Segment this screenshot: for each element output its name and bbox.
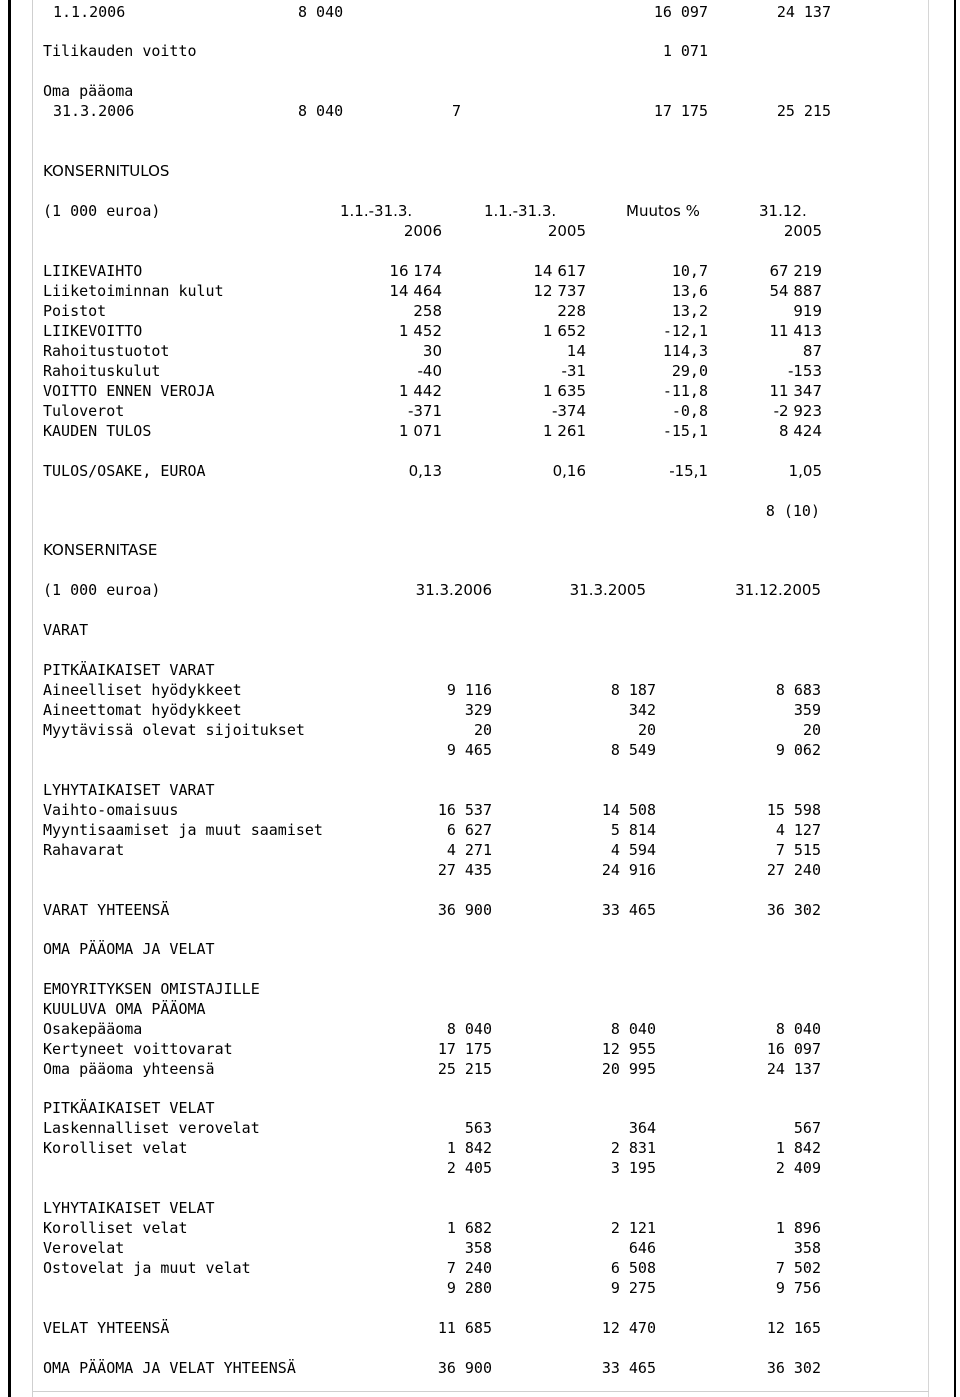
subtotal-value: 24 916 [601, 861, 656, 879]
eps-value-4: 1,05 [788, 462, 822, 480]
income-row-value: 30 [422, 342, 442, 360]
equity-opening-share-capital: 8 040 [298, 3, 344, 21]
income-row-value: -31 [561, 362, 586, 380]
income-title: KONSERNITULOS [43, 162, 170, 180]
balance-row-value: 329 [464, 701, 492, 719]
balance-row-value: 8 683 [775, 681, 821, 699]
balance-row-label: Verovelat [43, 1239, 125, 1257]
balance-row-value: 4 594 [610, 841, 656, 859]
balance-row-value: 20 [802, 721, 821, 739]
balance-row-value: 15 598 [766, 801, 821, 819]
balance-row-value: 567 [793, 1119, 821, 1137]
balance-row-value: 2 121 [610, 1219, 656, 1237]
grand-total-value: 33 465 [601, 1359, 656, 1377]
balance-row-value: 358 [464, 1239, 492, 1257]
eps-label: TULOS/OSAKE, EUROA [43, 462, 206, 480]
balance-row-value: 364 [628, 1119, 656, 1137]
balance-row-value: 16 097 [766, 1040, 821, 1058]
balance-row-label: Vaihto-omaisuus [43, 801, 179, 819]
income-row-value: 1 635 [543, 382, 586, 400]
balance-row-value: 1 842 [446, 1139, 492, 1157]
equity-opening-retained: 16 097 [653, 3, 708, 21]
balance-row-value: 20 995 [601, 1060, 656, 1078]
assets-total-value: 33 465 [601, 901, 656, 919]
balance-row-value: 8 040 [775, 1020, 821, 1038]
equity-label: Oma pääoma [43, 82, 134, 100]
eps-value-3: -15,1 [669, 462, 708, 480]
income-col3-header: Muutos % [626, 202, 700, 220]
balance-row-label: Aineettomat hyödykkeet [43, 701, 242, 719]
income-row-value: -2 923 [773, 402, 822, 420]
income-row-value: 12 737 [533, 282, 586, 300]
balance-row-value: 8 187 [610, 681, 656, 699]
income-row-label: LIIKEVAIHTO [43, 262, 143, 280]
income-row-value: 10,7 [671, 262, 708, 280]
subtotal-value: 8 549 [610, 741, 656, 759]
page-border-right [954, 0, 956, 1397]
subtotal-value: 9 756 [775, 1279, 821, 1297]
income-row-value: 258 [413, 302, 442, 320]
income-row-value: -15,1 [662, 422, 708, 440]
subtotal-value: 9 062 [775, 741, 821, 759]
section-title: LYHYTAIKAISET VARAT [43, 781, 215, 799]
income-row-value: 919 [793, 302, 822, 320]
balance-row-label: Aineelliset hyödykkeet [43, 681, 242, 699]
balance-row-value: 1 896 [775, 1219, 821, 1237]
equity-opening-label: 1.1.2006 [53, 3, 126, 21]
equity-profit-label: Tilikauden voitto [43, 42, 197, 60]
income-row-label: Rahoitustuotot [43, 342, 170, 360]
income-col4-year: 2005 [783, 222, 822, 240]
balance-row-value: 17 175 [437, 1040, 492, 1058]
section-title: PITKÄAIKAISET VELAT [43, 1099, 215, 1117]
income-row-value: 16 174 [389, 262, 442, 280]
balance-row-value: 1 682 [446, 1219, 492, 1237]
balance-row-label: Myytävissä olevat sijoitukset [43, 721, 305, 739]
page-border-bottom [32, 1391, 929, 1392]
income-row-label: Liiketoiminnan kulut [43, 282, 224, 300]
equity-closing-total: 25 215 [776, 102, 831, 120]
balance-row-value: 6 508 [610, 1259, 656, 1277]
assets-total-value: 36 302 [766, 901, 821, 919]
income-row-value: 54 887 [769, 282, 822, 300]
balance-title: KONSERNITASE [43, 541, 158, 559]
income-row-label: LIIKEVOITTO [43, 322, 143, 340]
balance-row-value: 25 215 [437, 1060, 492, 1078]
balance-row-label: Myyntisaamiset ja muut saamiset [43, 821, 323, 839]
assets-total-value: 36 900 [437, 901, 492, 919]
equity-closing-label: 31.3.2006 [53, 102, 135, 120]
equity-closing-other: 7 [452, 102, 462, 120]
balance-row-value: 2 831 [610, 1139, 656, 1157]
income-row-label: Tuloverot [43, 402, 125, 420]
income-row-value: -11,8 [662, 382, 708, 400]
liabilities-total-value: 12 470 [601, 1319, 656, 1337]
page-border-left-inner [32, 0, 33, 1397]
income-row-value: 13,6 [671, 282, 708, 300]
equity-title-line1: EMOYRITYKSEN OMISTAJILLE [43, 980, 260, 998]
balance-col3-header: 31.12.2005 [735, 581, 821, 599]
balance-row-value: 24 137 [766, 1060, 821, 1078]
balance-row-label: Kertyneet voittovarat [43, 1040, 233, 1058]
income-row-value: 1 652 [543, 322, 586, 340]
balance-col1-header: 31.3.2006 [415, 581, 492, 599]
income-row-value: 87 [802, 342, 822, 360]
subtotal-value: 2 405 [446, 1159, 492, 1177]
page-border-left [8, 0, 11, 1397]
balance-row-value: 9 116 [446, 681, 492, 699]
income-row-value: -0,8 [671, 402, 708, 420]
balance-row-value: 20 [637, 721, 656, 739]
assets-total-label: VARAT YHTEENSÄ [43, 901, 170, 919]
page-number: 8 (10) [765, 502, 820, 520]
balance-row-value: 4 271 [446, 841, 492, 859]
balance-col2-header: 31.3.2005 [569, 581, 646, 599]
page-border-right-inner [928, 0, 929, 1397]
income-row-label: Rahoituskulut [43, 362, 161, 380]
subtotal-value: 27 435 [437, 861, 492, 879]
income-row-value: 13,2 [671, 302, 708, 320]
subtotal-value: 9 465 [446, 741, 492, 759]
subtotal-value: 27 240 [766, 861, 821, 879]
balance-row-value: 6 627 [446, 821, 492, 839]
balance-row-value: 5 814 [610, 821, 656, 839]
eps-value-2: 0,16 [552, 462, 586, 480]
balance-row-value: 16 537 [437, 801, 492, 819]
income-row-value: 1 261 [543, 422, 586, 440]
balance-row-value: 7 515 [775, 841, 821, 859]
income-row-value: -374 [551, 402, 586, 420]
balance-row-value: 7 240 [446, 1259, 492, 1277]
income-row-label: KAUDEN TULOS [43, 422, 152, 440]
balance-row-label: Oma pääoma yhteensä [43, 1060, 215, 1078]
balance-row-value: 20 [473, 721, 492, 739]
income-row-value: 11 413 [769, 322, 822, 340]
income-row-value: -153 [787, 362, 822, 380]
balance-row-value: 1 842 [775, 1139, 821, 1157]
income-col2-year: 2005 [547, 222, 586, 240]
balance-row-value: 8 040 [610, 1020, 656, 1038]
income-row-value: 8 424 [779, 422, 822, 440]
income-col4-header: 31.12. [759, 202, 807, 220]
assets-title: VARAT [43, 621, 89, 639]
balance-row-value: 563 [464, 1119, 492, 1137]
eps-value-1: 0,13 [408, 462, 442, 480]
income-row-value: 1 452 [399, 322, 442, 340]
income-col1-year: 2006 [403, 222, 442, 240]
equity-profit-retained: 1 071 [662, 42, 708, 60]
income-col1-header: 1.1.-31.3. [340, 202, 413, 220]
equity-title-line2: KUULUVA OMA PÄÄOMA [43, 1000, 206, 1018]
balance-row-label: Laskennalliset verovelat [43, 1119, 260, 1137]
liabilities-total-value: 11 685 [437, 1319, 492, 1337]
income-row-value: -40 [417, 362, 442, 380]
section-title: LYHYTAIKAISET VELAT [43, 1199, 215, 1217]
balance-row-value: 646 [628, 1239, 656, 1257]
income-unit: (1 000 euroa) [43, 202, 161, 220]
balance-row-value: 8 040 [446, 1020, 492, 1038]
income-row-value: 14 617 [533, 262, 586, 280]
balance-row-label: Korolliset velat [43, 1139, 188, 1157]
income-row-value: 14 464 [389, 282, 442, 300]
balance-row-value: 4 127 [775, 821, 821, 839]
balance-row-value: 7 502 [775, 1259, 821, 1277]
income-row-value: 228 [557, 302, 586, 320]
balance-row-value: 12 955 [601, 1040, 656, 1058]
equity-closing-share-capital: 8 040 [298, 102, 344, 120]
balance-row-value: 14 508 [601, 801, 656, 819]
liabilities-total-label: VELAT YHTEENSÄ [43, 1319, 170, 1337]
balance-row-value: 358 [793, 1239, 821, 1257]
income-row-value: 1 071 [399, 422, 442, 440]
section-title: PITKÄAIKAISET VARAT [43, 661, 215, 679]
equity-closing-retained: 17 175 [653, 102, 708, 120]
income-row-value: 14 [566, 342, 586, 360]
liabilities-total-value: 12 165 [766, 1319, 821, 1337]
income-row-value: -371 [407, 402, 442, 420]
equity-liabilities-title: OMA PÄÄOMA JA VELAT [43, 940, 215, 958]
balance-row-label: Ostovelat ja muut velat [43, 1259, 251, 1277]
grand-total-value: 36 302 [766, 1359, 821, 1377]
income-row-value: 67 219 [769, 262, 822, 280]
balance-row-label: Korolliset velat [43, 1219, 188, 1237]
income-row-value: -12,1 [662, 322, 708, 340]
income-col2-header: 1.1.-31.3. [484, 202, 557, 220]
income-row-value: 29,0 [671, 362, 708, 380]
balance-row-label: Osakepääoma [43, 1020, 143, 1038]
balance-row-value: 342 [628, 701, 656, 719]
grand-total-value: 36 900 [437, 1359, 492, 1377]
balance-row-value: 359 [793, 701, 821, 719]
income-row-value: 1 442 [399, 382, 442, 400]
balance-unit: (1 000 euroa) [43, 581, 161, 599]
subtotal-value: 3 195 [610, 1159, 656, 1177]
income-row-value: 114,3 [662, 342, 708, 360]
subtotal-value: 9 275 [610, 1279, 656, 1297]
grand-total-label: OMA PÄÄOMA JA VELAT YHTEENSÄ [43, 1359, 296, 1377]
income-row-label: Poistot [43, 302, 107, 320]
subtotal-value: 9 280 [446, 1279, 492, 1297]
income-row-value: 11 347 [769, 382, 822, 400]
balance-row-label: Rahavarat [43, 841, 125, 859]
subtotal-value: 2 409 [775, 1159, 821, 1177]
income-row-label: VOITTO ENNEN VEROJA [43, 382, 215, 400]
equity-opening-total: 24 137 [776, 3, 831, 21]
